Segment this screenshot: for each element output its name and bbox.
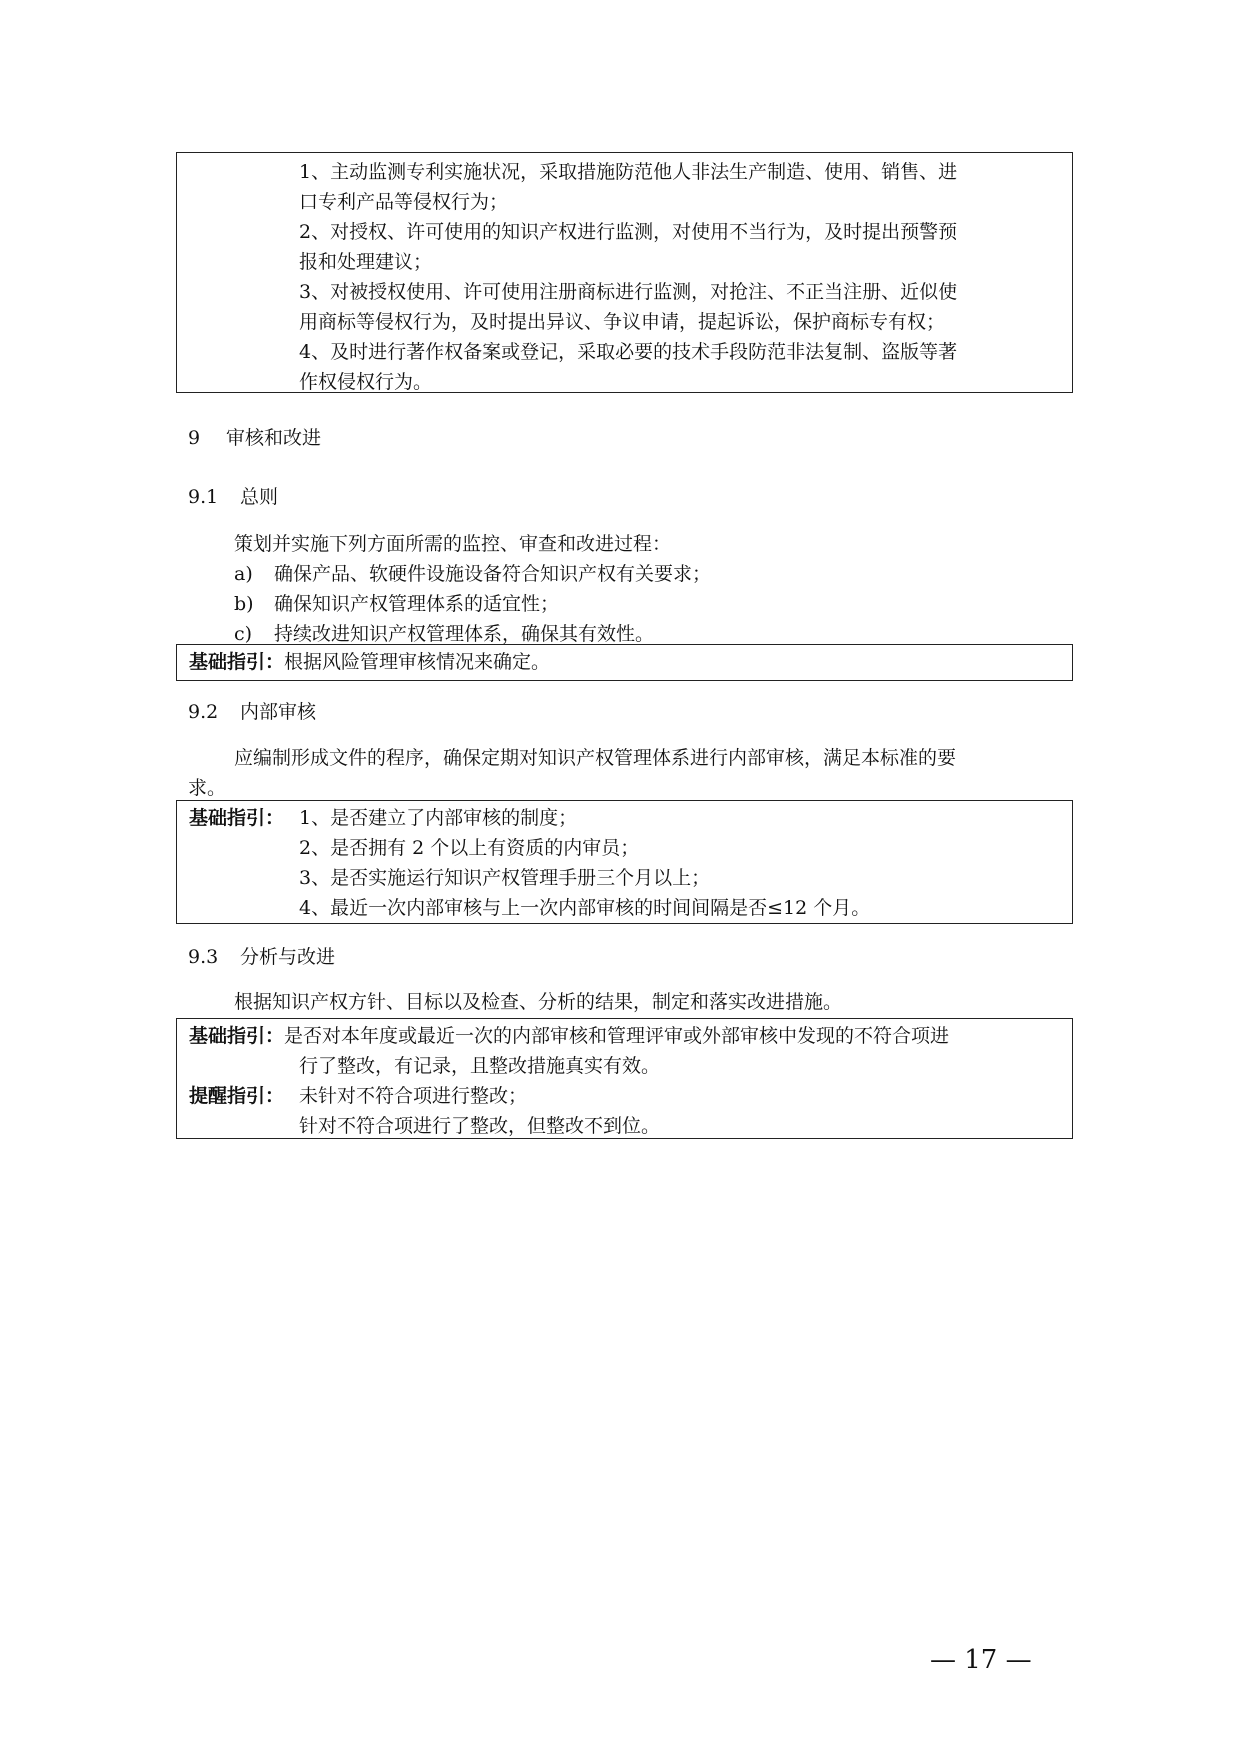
remind-line: 针对不符合项进行了整改，但整改不到位。 — [299, 1115, 661, 1137]
section-9-1-body — [188, 529, 1068, 649]
box-line: 口专利产品等侵权行为； — [299, 191, 509, 213]
para-line: 求。 — [188, 777, 227, 799]
section-9-1-heading — [188, 482, 278, 512]
guide-line: 2、是否拥有 2 个以上有资质的内审员； — [299, 837, 640, 859]
list-text: 持续改进知识产权管理体系，确保其有效性。 — [274, 623, 655, 645]
guide-line: 4、最近一次内部审核与上一次内部审核的时间间隔是否≤12 个月。 — [299, 897, 871, 919]
section-9-2-heading — [188, 697, 316, 727]
guide-text: 是否对本年度或最近一次的内部审核和管理评审或外部审核中发现的不符合项进 — [284, 1025, 950, 1047]
guide-line — [189, 647, 1060, 677]
intro-text: 策划并实施下列方面所需的监控、审查和改进过程： — [234, 533, 672, 555]
protection-measures-box — [176, 152, 1073, 393]
section-number: 9.2 — [188, 701, 219, 723]
remind-tag: 提醒指引： — [189, 1085, 285, 1107]
list-item — [188, 559, 1068, 589]
section-9-3-body — [188, 987, 1068, 1017]
list-label: c) — [234, 623, 253, 645]
basic-guide-box-9-1 — [176, 644, 1073, 681]
box-line: 报和处理建议； — [299, 251, 433, 273]
box-line: 3、对被授权使用、许可使用注册商标进行监测，对抢注、不正当注册、近似使 — [299, 281, 958, 303]
guide-tag: 基础指引： — [189, 1025, 285, 1047]
list-text: 确保知识产权管理体系的适宜性； — [274, 593, 560, 615]
guide-line: 行了整改，有记录，且整改措施真实有效。 — [299, 1055, 661, 1077]
box-line: 作权侵权行为。 — [299, 371, 433, 393]
box-line: 2、对授权、许可使用的知识产权进行监测，对使用不当行为，及时提出预警预 — [299, 221, 958, 243]
box-line: 1、主动监测专利实施状况，采取措施防范他人非法生产制造、使用、销售、进 — [299, 161, 958, 183]
section-number: 9.1 — [188, 486, 219, 508]
guide-tag: 基础指引： — [189, 807, 285, 829]
section-title: 分析与改进 — [240, 946, 336, 968]
section-9-2-body — [188, 743, 1068, 803]
section-title: 总则 — [240, 486, 279, 508]
guide-line: 3、是否实施运行知识产权管理手册三个月以上； — [299, 867, 711, 889]
page-number: — 17 — — [930, 1645, 1032, 1675]
list-item — [188, 589, 1068, 619]
para-line: 根据知识产权方针、目标以及检查、分析的结果，制定和落实改进措施。 — [234, 991, 843, 1013]
box-line: 用商标等侵权行为，及时提出异议、争议申请，提起诉讼，保护商标专有权； — [299, 311, 946, 333]
list-label: b) — [234, 593, 254, 615]
list-label: a) — [234, 563, 253, 585]
section-number: 9 — [188, 427, 201, 449]
section-number: 9.3 — [188, 946, 219, 968]
remind-text: 未针对不符合项进行整改； — [299, 1085, 528, 1107]
basic-guide-box-9-2 — [176, 800, 1073, 924]
guide-line — [189, 803, 1060, 833]
guide-tag: 基础指引： — [189, 651, 285, 673]
guide-line — [189, 1021, 1060, 1051]
section-9-3-heading — [188, 942, 335, 972]
guide-box-9-3 — [176, 1018, 1073, 1139]
section-9-heading — [188, 423, 321, 453]
guide-text: 根据风险管理审核情况来确定。 — [284, 651, 551, 673]
remind-line — [189, 1081, 1060, 1111]
guide-text: 1、是否建立了内部审核的制度； — [299, 807, 578, 829]
section-title: 内部审核 — [240, 701, 317, 723]
list-text: 确保产品、软硬件设施设备符合知识产权有关要求； — [274, 563, 712, 585]
box-line: 4、及时进行著作权备案或登记，采取必要的技术手段防范非法复制、盗版等著 — [299, 341, 958, 363]
section-title: 审核和改进 — [226, 427, 322, 449]
para-line: 应编制形成文件的程序，确保定期对知识产权管理体系进行内部审核，满足本标准的要 — [234, 747, 957, 769]
